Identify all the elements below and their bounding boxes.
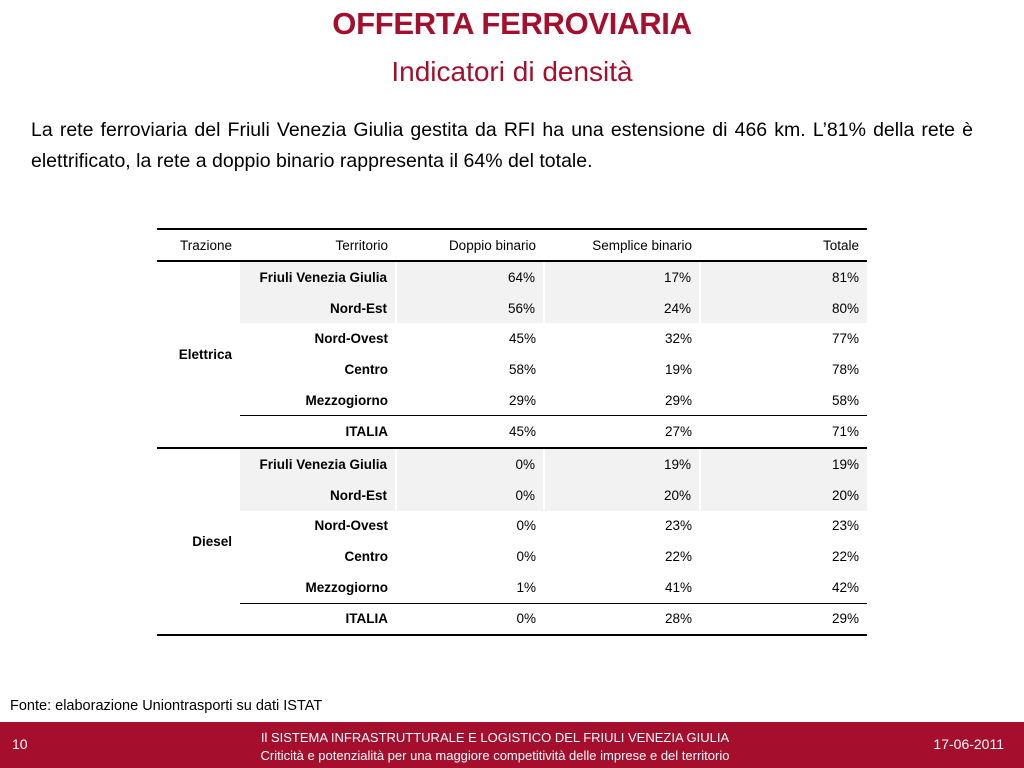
territorio-cell: Friuli Venezia Giulia xyxy=(240,448,396,480)
semplice-cell: 24% xyxy=(544,293,700,324)
totale-cell: 22% xyxy=(831,549,859,565)
totale-cell: 42% xyxy=(831,579,859,595)
header-totale: Totale xyxy=(700,229,867,261)
semplice-cell: 23% xyxy=(664,518,692,534)
territorio-cell: ITALIA xyxy=(240,416,396,448)
table-row-italia xyxy=(157,603,867,635)
totale-cell: 19% xyxy=(700,448,867,480)
table-row xyxy=(157,541,867,572)
totale-cell: 78% xyxy=(831,361,859,377)
slide-subtitle: Indicatori di densità xyxy=(391,56,633,87)
totale-cell: 71% xyxy=(700,416,867,448)
doppio-cell: 0% xyxy=(396,448,544,480)
territorio-cell: ITALIA xyxy=(240,603,396,635)
totale-cell: 81% xyxy=(700,261,867,293)
territorio-cell: Friuli Venezia Giulia xyxy=(240,261,396,293)
table-row xyxy=(157,572,867,603)
doppio-cell: 0% xyxy=(396,603,544,635)
semplice-cell: 22% xyxy=(664,549,692,565)
doppio-cell: 45% xyxy=(396,416,544,448)
territorio-cell: Mezzogiorno xyxy=(305,392,388,408)
totale-cell: 77% xyxy=(831,331,859,347)
territorio-cell: Nord-Est xyxy=(240,480,396,511)
doppio-cell: 0% xyxy=(396,480,544,511)
header-semplice-binario: Semplice binario xyxy=(544,229,700,261)
semplice-cell: 19% xyxy=(664,361,692,377)
header-doppio-binario: Doppio binario xyxy=(396,229,544,261)
trazione-cell: Elettrica xyxy=(157,261,240,448)
semplice-cell: 41% xyxy=(664,579,692,595)
table-header-row xyxy=(157,229,867,261)
intro-paragraph: La rete ferroviaria del Friuli Venezia Giulia gestita da RFI ha una estensione di 466 km. L’81% della rete è elettrificato, la rete a doppio binario rappresenta il 64% del totale. xyxy=(31,119,973,172)
totale-cell: 29% xyxy=(700,603,867,635)
footer-date: 17-06-2011 xyxy=(933,736,1004,752)
semplice-cell: 19% xyxy=(544,448,700,480)
territorio-cell: Centro xyxy=(344,361,388,377)
territorio-cell: Nord-Ovest xyxy=(314,331,388,347)
totale-cell: 80% xyxy=(700,293,867,324)
semplice-cell: 27% xyxy=(544,416,700,448)
totale-cell: 23% xyxy=(831,518,859,534)
territorio-cell: Mezzogiorno xyxy=(305,579,388,595)
doppio-cell: 56% xyxy=(396,293,544,324)
totale-cell: 20% xyxy=(700,480,867,511)
header-territorio: Territorio xyxy=(240,229,396,261)
page-number: 10 xyxy=(12,736,28,752)
doppio-cell: 1% xyxy=(516,579,536,595)
footer-bar xyxy=(0,722,1024,768)
table-row xyxy=(157,293,867,324)
totale-cell: 58% xyxy=(831,392,859,408)
footer-caption xyxy=(200,729,790,765)
density-table xyxy=(157,228,867,636)
doppio-cell: 45% xyxy=(508,331,536,347)
doppio-cell: 29% xyxy=(508,392,536,408)
table-row-italia xyxy=(157,416,867,448)
header-trazione: Trazione xyxy=(157,229,240,261)
territorio-cell: Centro xyxy=(344,549,388,565)
table-row xyxy=(157,323,867,354)
semplice-cell: 32% xyxy=(664,331,692,347)
slide-title: OFFERTA FERROVIARIA xyxy=(332,6,692,41)
doppio-cell: 58% xyxy=(508,361,536,377)
footer-line-2: Criticità e potenzialità per una maggiore competitività delle imprese e del territorio xyxy=(260,748,730,763)
table-row xyxy=(157,385,867,416)
table-row xyxy=(157,448,867,480)
semplice-cell: 28% xyxy=(544,603,700,635)
table-row xyxy=(157,480,867,511)
semplice-cell: 20% xyxy=(544,480,700,511)
territorio-cell: Nord-Est xyxy=(240,293,396,324)
doppio-cell: 0% xyxy=(516,549,536,565)
trazione-cell: Diesel xyxy=(157,448,240,635)
territorio-cell: Nord-Ovest xyxy=(314,518,388,534)
semplice-cell: 29% xyxy=(664,392,692,408)
table-row xyxy=(157,354,867,385)
doppio-cell: 64% xyxy=(396,261,544,293)
table-row xyxy=(157,511,867,542)
semplice-cell: 17% xyxy=(544,261,700,293)
footer-line-1: Il SISTEMA INFRASTRUTTURALE E LOGISTICO DEL FRIULI VENEZIA GIULIA xyxy=(260,730,730,745)
source-note: Fonte: elaborazione Uniontrasporti su dati ISTAT xyxy=(10,698,323,714)
table-row xyxy=(157,261,867,293)
doppio-cell: 0% xyxy=(516,518,536,534)
